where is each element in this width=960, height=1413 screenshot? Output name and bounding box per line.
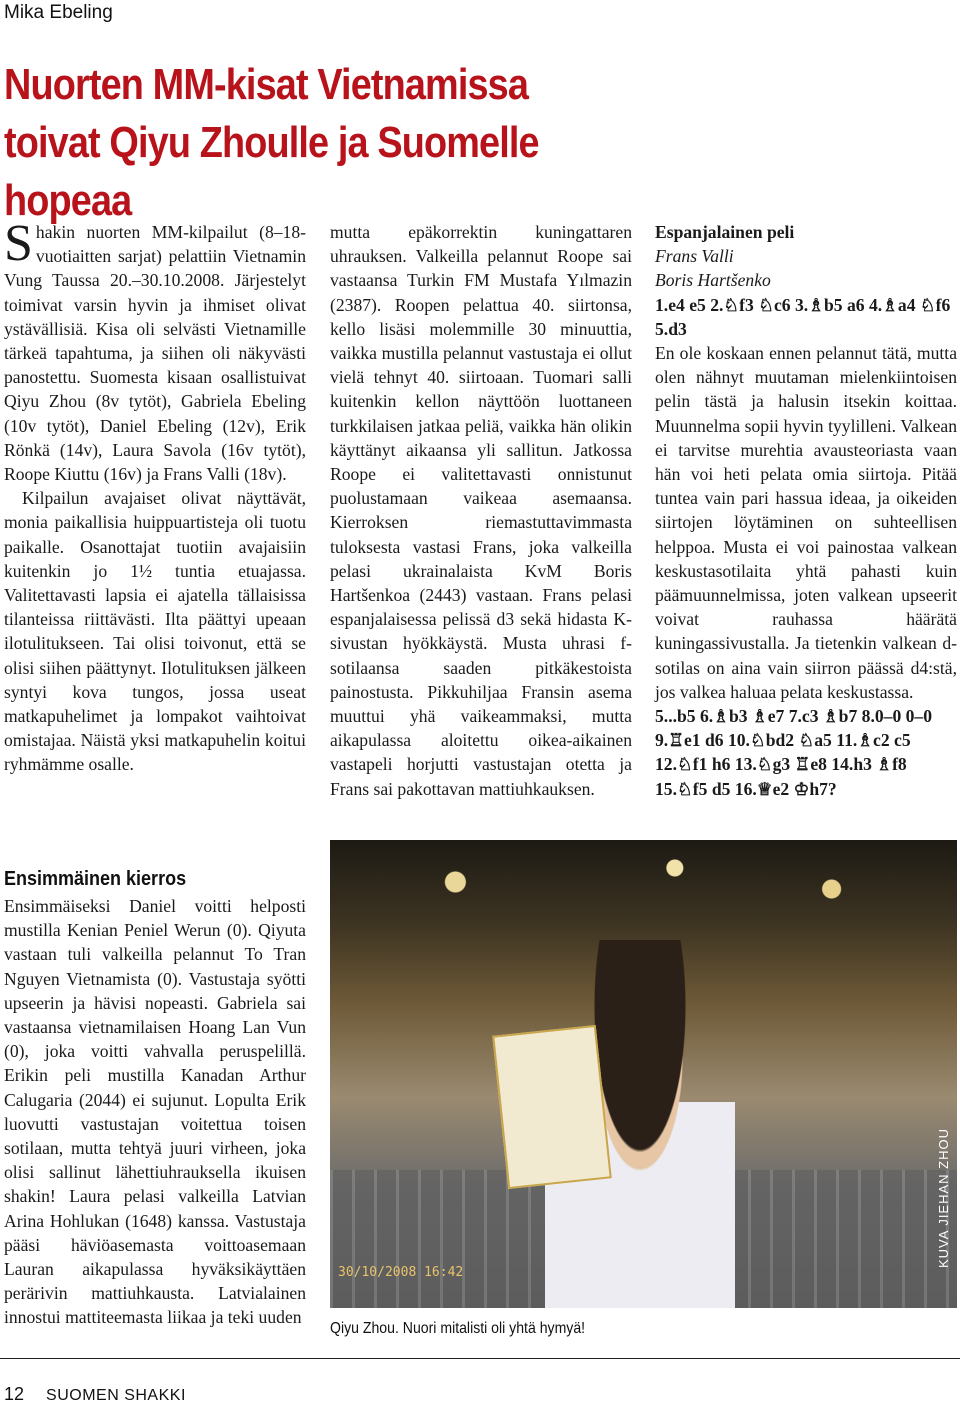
drop-cap: S (4, 215, 33, 272)
photo-caption: Qiyu Zhou. Nuori mitalisti oli yhtä hymyä! (330, 1320, 586, 1337)
photo-timestamp: 30/10/2008 16:42 (338, 1265, 464, 1280)
publication-name: SUOMEN SHAKKI (46, 1387, 186, 1404)
article-headline (4, 56, 606, 230)
headline-line-1: Nuorten MM-kisat Vietnamissa (4, 60, 529, 109)
game-moves-1: 1.e4 e5 2.♘f3 ♘c6 3.♗b5 a6 4.♗a4 ♘f6 5.d3 (655, 294, 951, 339)
section-heading-round-1: Ensimmäinen kierros (4, 868, 187, 890)
photo-qiyu-zhou (330, 840, 957, 1308)
footer-rule (0, 1358, 960, 1359)
column-1 (4, 215, 306, 777)
column-1-lower (4, 894, 306, 1330)
round-1-paragraph: Ensimmäiseksi Daniel voitti helposti mustilla Kenian Peniel Werun (0). Qiyuta vastaan tuli valkeilla pelannut To Tran Nguyen Vietnamista (0). Vastustaja syötti upseerin ja hävisi nopeasti. Gabriela sai vastaansa vietnamilaisen Hoang Lan Vun (0), joka voitti vahvalla peruspelillä. Erikin peli mustilla Kanadan Arthur Calugaria (2044) ei sujunut. Lopulta Erik luovutti vastustajan voitettua toisen sotilaan, mutta tehtyä juuri virheen, joka olisi sallinut lähettiuhrauksella ikuisen shakin! Laura pelasi valkeilla Latvian Arina Hohlukan (1648) kanssa. Vastustaja pääsi häviöasemasta voittoasemaan Lauran aikapulassa hyväksikäyttäen perärivin mattiuhkausta. Latvialainen innostui mattiteemasta liikaa ja teki uuden (4, 896, 306, 1328)
opening-ceremony-paragraph: Kilpailun avajaiset olivat näyttävät, monia paikallisia huippuartisteja oli tuotu paikalle. Osanottajat tuotiin avajaisiin kuitenkin jo 1½ tuntia etuajassa. Valitettavasti lapsia ei ajatella tällaisissa tilanteissa riittävästi. Ilta päättyi upeaan ilotulitukseen. Tai olisi toivonut, että se olisi siihen päättynyt. Ilotulituksen jälkeen syntyi kova tungos, jossa useat matkapuhelimet ja lompakot vaihtoivat omistajaa. Näistä yksi matkapuhelin koitui ryhmämme osalle. (4, 488, 306, 775)
round-1-continuation-paragraph: mutta epäkorrektin kuningattaren uhrauksen. Valkeilla pelannut Roope sai vastaansa Turkin FM Mustafa Yılmazin (2387). Roopen pelattua 40. siirtonsa, kello lisäsi molemmille 30 minuuttia, vaikka mustilla pelannut vastustaja ei ollut vielä tehnyt 40. siirtoaan. Tuomari salli kuitenkin kellon näyttöön luottaneen turkkilaisen jatkaa peliä, vaikka hän olikin käyttänyt aikaansa yli sallitun. Jatkossa Roope ei valitettavasti onnistunut puolustamaan vaikeaa asemaansa. Kierroksen riemastuttavimmasta tuloksesta vastasi Frans, joka valkeilla pelasi ukrainalaista KvM Boris Hartšenkoa (2443) vastaan. Frans pelasi espanjalaisessa pelissä d3 sekä hidasta K-sivustan hyökkäystä. Musta uhrasi f-sotilaansa saaden pitkäkestoista painostusta. Pikkuhiljaa Fransin asema muuttui yhä vaikeammaksi, mutta aikapulassa aloitettu oikea-aikainen vastapeli horjutti vastustajan otetta ja Frans sai pakottavan mattiuhkauksen. (330, 222, 632, 799)
page-footer (4, 1384, 186, 1405)
photo-credit: KUVA JIEHAN ZHOU (936, 1127, 951, 1268)
column-3 (655, 220, 957, 801)
game-commentary: En ole koskaan ennen pelannut tätä, mutta olen nähnyt muutaman mielenkiintoisen pelin tästä ja halusin itsekin koittaa. Muunnelma sopii hyvin tyylilleni. Valkean ei tarvitse murehtia avausteoriasta vaan hän voi heti pelata omia siirtoja. Pitää tuntea vain pari hassua ideaa, ja oikeiden siirtojen löytäminen on suhteellisen helppoa. Musta ei voi painostaa valkean keskustasotilaita yhtä pahasti kuin päämuunnelmissa, joten valkean upseerit voivat rauhassa häärätä kuningassivustalla. Ja tietenkin valkean d-sotilas on aina vain siirron päässä d4:stä, jos valkea haluaa pelata keskustassa. (655, 343, 957, 702)
author-name: Mika Ebeling (4, 2, 113, 23)
intro-paragraph (4, 215, 306, 486)
game-moves-2: 5...b5 6.♗b3 ♗e7 7.c3 ♗b7 8.0–0 0–0 9.♖e1 d6 10.♘bd2 ♘a5 11.♗c2 c5 12.♘f1 h6 13.♘g3 ♖e8 14.h3 ♗f8 15.♘f5 d5 16.♕e2 ♔h7? (655, 706, 933, 799)
game-title: Espanjalainen peli (655, 222, 795, 242)
intro-text: hakin nuorten MM-kilpailut (8–18-vuotiaitten sarjat) pelattiin Vietnamin Vung Taussa 20.–30.10.2008. Järjestelyt toimivat varsin hyvin ja ihmiset olivat ystävällisiä. Kisa oli selvästi Vietnamille tärkeä tapahtuma, ja siihen oli näkyvästi panostettu. Suomesta kisaan osallistuivat Qiyu Zhou (8v tytöt), Gabriela Ebeling (10v tytöt), Daniel Ebeling (12v), Erik Rönkä (14v), Laura Savola (16v tytöt), Roope Kiuttu (16v) ja Frans Valli (18v). (4, 222, 306, 485)
column-2 (330, 220, 632, 801)
photo-certificate (492, 1025, 612, 1189)
white-player: Frans Valli (655, 246, 734, 267)
black-player: Boris Hartšenko (655, 270, 771, 291)
page-number: 12 (4, 1384, 25, 1404)
headline-line-2: toivat Qiyu Zhoulle ja Suomelle hopeaa (4, 118, 539, 225)
